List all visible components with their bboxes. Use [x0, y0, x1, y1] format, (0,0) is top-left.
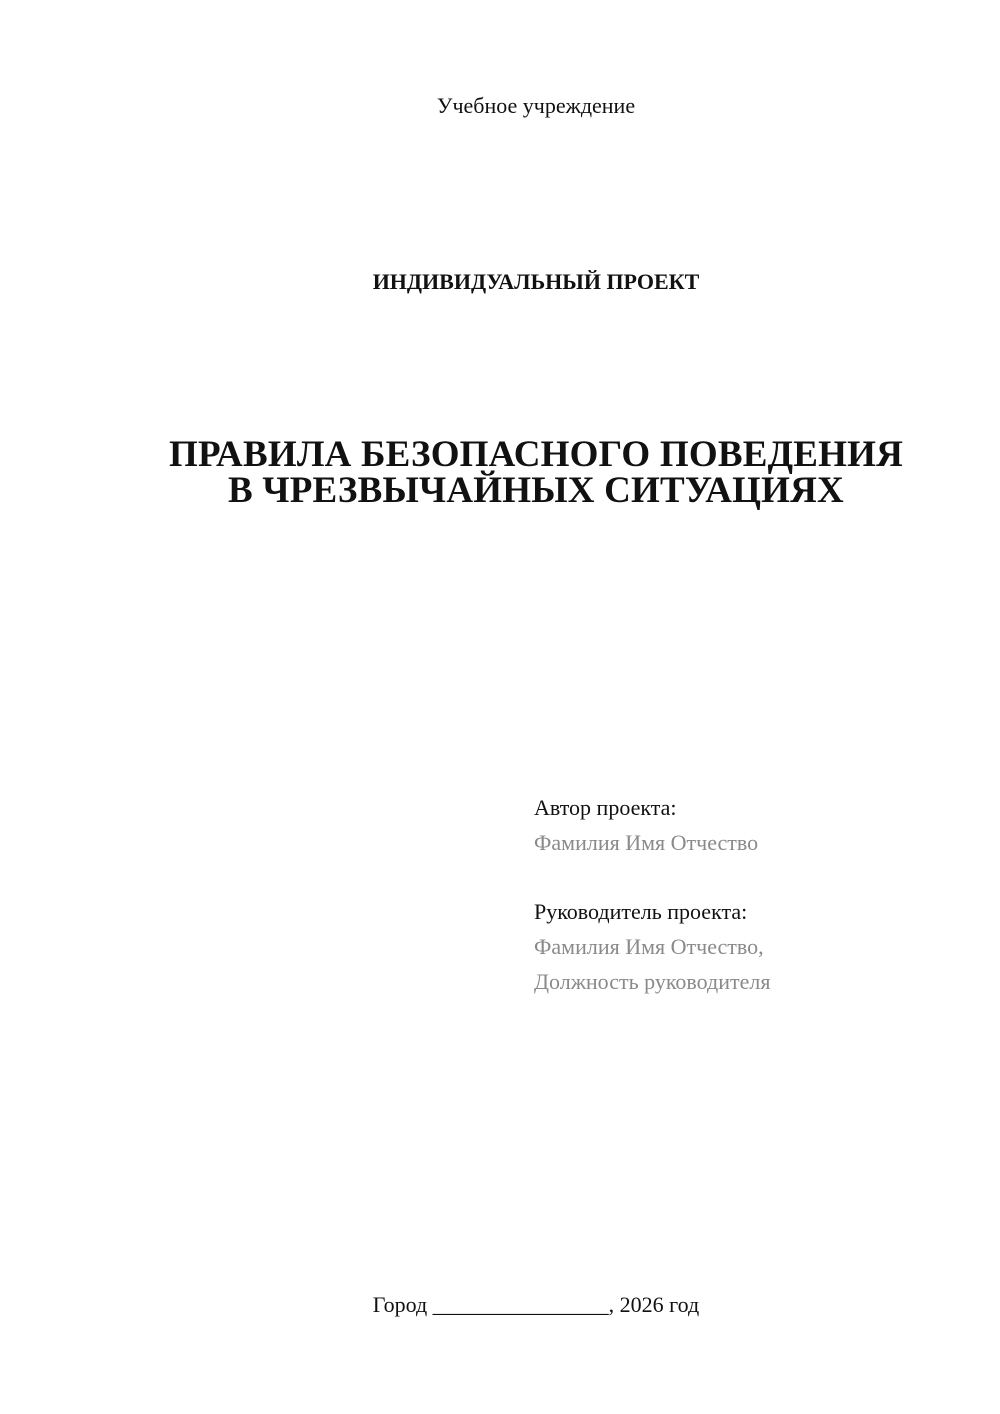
institution-name: Учебное учреждение [436, 93, 636, 118]
supervisor-label: Руководитель проекта: [534, 899, 748, 924]
city-year-line: Город ________________, 2026 год [372, 1292, 700, 1317]
credits-spacer [534, 860, 974, 894]
credits-block [534, 790, 974, 999]
supervisor-position: Должность руководителя [534, 969, 771, 994]
project-type-heading: ИНДИВИДУАЛЬНЫЙ ПРОЕКТ [372, 269, 700, 294]
supervisor-name: Фамилия Имя Отчество, [534, 934, 764, 959]
project-title [0, 434, 1000, 511]
project-title-line-1: ПРАВИЛА БЕЗОПАСНОГО ПОВЕДЕНИЯ [169, 434, 903, 475]
author-name: Фамилия Имя Отчество [534, 830, 759, 855]
author-label: Автор проекта: [534, 795, 677, 820]
project-title-line-2: В ЧРЕЗВЫЧАЙНЫХ СИТУАЦИЯХ [228, 470, 844, 511]
